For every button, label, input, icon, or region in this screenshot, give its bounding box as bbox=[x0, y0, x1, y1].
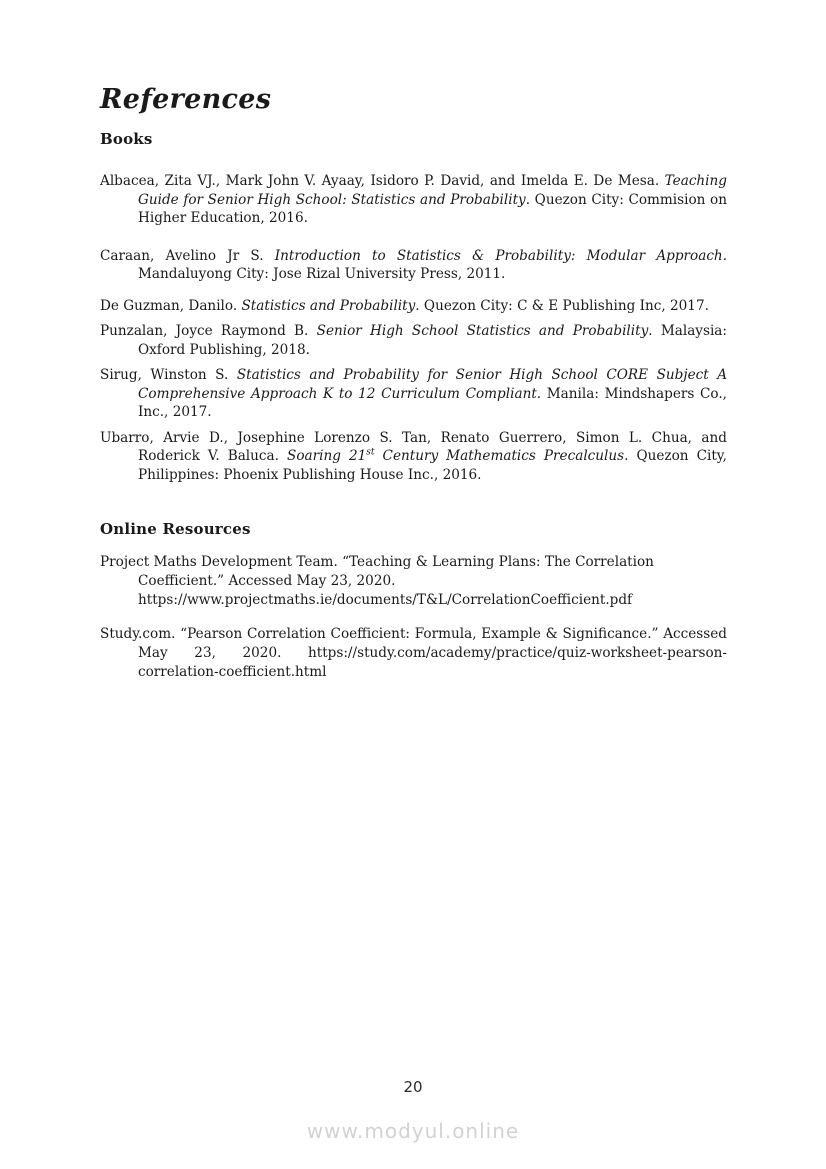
reference-entry bbox=[100, 297, 727, 316]
entry-text: Sirug, Winston S. bbox=[100, 367, 237, 383]
reference-entry bbox=[100, 172, 727, 228]
entry-text: Study.com. “Pearson Correlation Coefficient: Formula, Example & Significance.” Accessed May 23, 2020. https://study.com/academy/practice/quiz-worksheet-pearson-correlation-coefficient.html bbox=[100, 625, 727, 681]
section-heading: Books bbox=[100, 130, 153, 148]
entry-text: Albacea, Zita VJ., Mark John V. Ayaay, Isidoro P. David, and Imelda E. De Mesa. bbox=[100, 173, 665, 189]
entry-text: . Quezon City, Philippines: Phoenix Publishing House Inc., 2016. bbox=[138, 448, 727, 483]
entry-text: De Guzman, Danilo. bbox=[100, 297, 242, 314]
reference-entry bbox=[100, 625, 727, 683]
entry-text: . Quezon City: C & E Publishing Inc, 2017. bbox=[415, 297, 709, 314]
entry-text: Introduction to Statistics & Probability: Modular Approach. bbox=[274, 247, 728, 264]
entry-text: Punzalan, Joyce Raymond B. bbox=[100, 323, 317, 339]
page-number: 20 bbox=[403, 1078, 423, 1096]
references-section bbox=[100, 520, 727, 682]
entry-text: Soaring 21 bbox=[287, 448, 367, 464]
entry-text: . Quezon City: Commision on Higher Education, 2016. bbox=[138, 191, 727, 226]
entry-text: Senior High School Statistics and Probability bbox=[316, 323, 649, 339]
entry-text: Coefficient.” Accessed May 23, 2020. bbox=[138, 573, 396, 590]
section-heading: Online Resources bbox=[100, 520, 251, 538]
entry-text: Teaching Guide for Senior High School: Statistics and Probability bbox=[138, 173, 727, 208]
superscript-text: st bbox=[366, 447, 375, 458]
entry-text: Caraan, Avelino Jr S. bbox=[100, 247, 275, 264]
reference-entry bbox=[100, 429, 727, 485]
entry-text: https://www.projectmaths.ie/documents/T&L/CorrelationCoefficient.pdf bbox=[138, 592, 633, 609]
reference-entry bbox=[100, 322, 727, 359]
watermark: www.modyul.online bbox=[306, 1119, 520, 1143]
entry-text: Project Maths Development Team. “Teaching & Learning Plans: The Correlation bbox=[100, 554, 654, 570]
reference-entry bbox=[100, 247, 727, 284]
reference-entry bbox=[100, 366, 727, 422]
entry-text: Statistics and Probability bbox=[241, 297, 416, 314]
entry-text: . Malaysia: Oxford Publishing, 2018. bbox=[138, 323, 727, 358]
reference-entry bbox=[100, 553, 727, 611]
page-title: References bbox=[100, 84, 272, 115]
sections bbox=[100, 130, 727, 682]
entry-text: Manila: Mindshapers Co., Inc., 2017. bbox=[138, 385, 727, 420]
references-section bbox=[100, 130, 727, 484]
entry-text: Statistics and Probability for Senior High School CORE Subject A Comprehensive Approach K to 12 Curriculum Compliant. bbox=[138, 367, 728, 402]
entry-text: Century Mathematics Precalculus bbox=[374, 448, 625, 464]
entry-text: Ubarro, Arvie D., Josephine Lorenzo S. Tan, Renato Guerrero, Simon L. Chua, and Roderick V. Baluca. bbox=[100, 429, 727, 464]
entry-text: Mandaluyong City: Jose Rizal University Press, 2011. bbox=[138, 266, 506, 282]
